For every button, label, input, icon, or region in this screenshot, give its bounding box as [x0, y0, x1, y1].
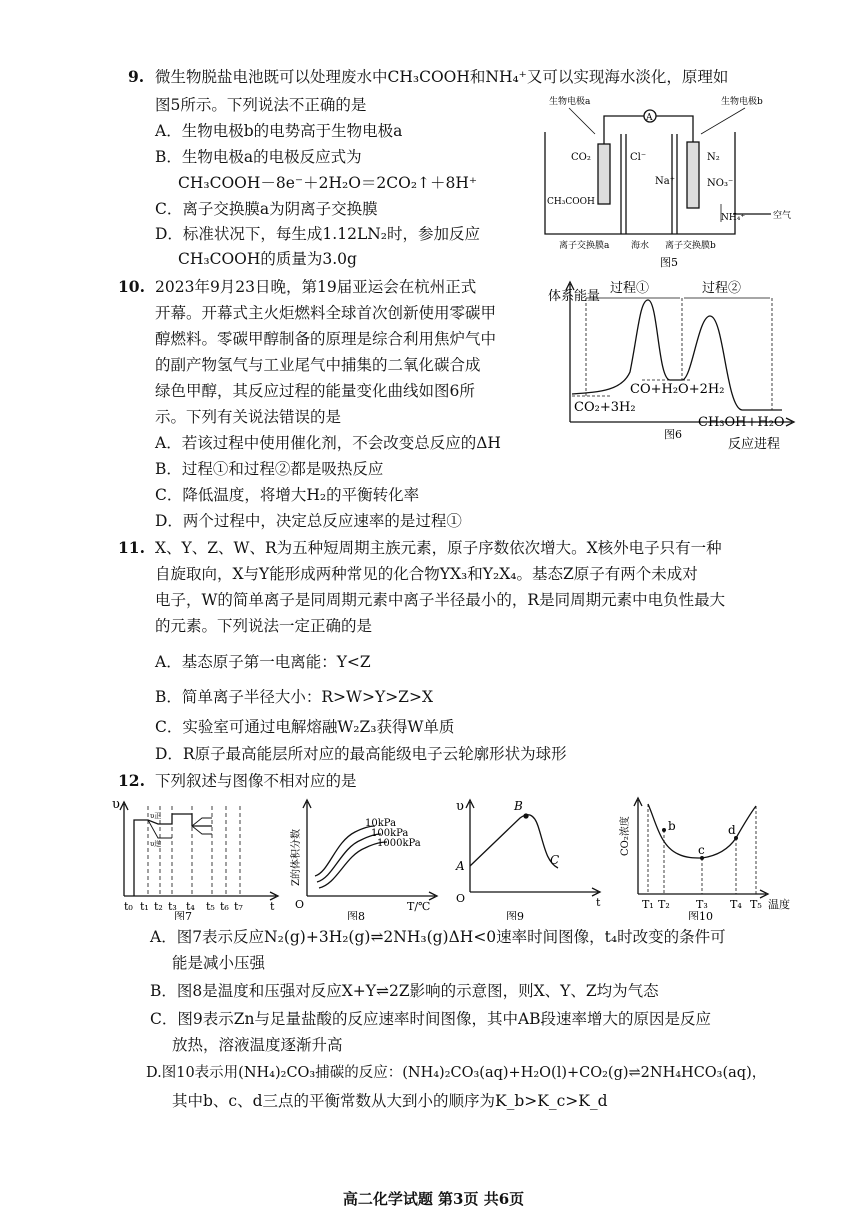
figure-8: [285, 796, 450, 920]
fig7-tick-t3: t₃: [168, 900, 177, 913]
figure-7-caption: 图7: [174, 910, 192, 920]
q11-option-d: D．R原子最高能层所对应的最高能级电子云轮廓形状为球形: [155, 745, 567, 763]
co2-label: CO₂: [571, 152, 591, 163]
q11-number: 11.: [118, 538, 145, 557]
fig7-tick-t0: t₀: [124, 900, 133, 913]
q12-stem: 下列叙述与图像不相对应的是: [155, 772, 357, 790]
membrane-b-label: 离子交换膜b: [665, 241, 716, 251]
q9-number: 9.: [128, 67, 145, 86]
fig6-ylabel: [548, 288, 600, 304]
q9-option-d: D．标准状况下，每生成1.12LN₂时，参加反应: [155, 225, 481, 243]
fig7-tick-t7: t₇: [234, 900, 243, 913]
fig7-tick-t4: t₄: [186, 900, 195, 913]
q10-line-2: 开幕。开幕式主火炬燃料全球首次创新使用零碳甲: [155, 304, 497, 322]
q12-option-c-cont: 放热，溶液温度逐渐升高: [172, 1036, 343, 1054]
fig7-ylabel: υ: [112, 797, 120, 812]
nh4-label: NH₄⁺: [721, 213, 746, 223]
figure-10-caption: 图10: [688, 910, 713, 920]
q11-option-b: B．简单离子半径大小：R>W>Y>Z>X: [155, 688, 433, 706]
q11-line-3: 电子，W的简单离子是同周期元素中离子半径最小的，R是同周期元素中电负性最大: [155, 591, 726, 609]
q11-line-1: X、Y、Z、W、R为五种短周期主族元素，原子序数依次增大。X核外电子只有一种: [155, 539, 722, 557]
q11-line-4: 的元素。下列说法一定正确的是: [155, 617, 373, 635]
q12-option-a-cont: 能是减小压强: [172, 954, 266, 972]
fig10-point-b: b: [668, 819, 676, 833]
na-label: Na⁺: [655, 176, 675, 187]
cl-label: Cl⁻: [630, 152, 647, 163]
ammeter-label: A: [646, 113, 653, 123]
fig10-point-d: d: [728, 823, 736, 837]
figure-6: [542, 272, 800, 477]
q9-stem-line1: 微生物脱盐电池既可以处理废水中CH₃COOH和NH₄⁺又可以实现海水淡化，原理如: [155, 68, 729, 86]
q10-option-a: A．若该过程中使用催化剂，不会改变总反应的ΔH: [155, 434, 501, 452]
q10-option-d: D．两个过程中，决定总反应速率的是过程①: [155, 512, 462, 530]
fig10-xlabel: 温度: [768, 898, 790, 911]
q10-line-5: 绿色甲醇，其反应过程的能量变化曲线如图6所: [155, 382, 475, 400]
fig7-tick-t5: t₅: [206, 900, 215, 913]
figure-5-caption: 图5: [660, 256, 678, 269]
fig8-ylabel: Z的体积分数: [291, 829, 302, 886]
figure-5: [535, 94, 800, 272]
q10-line-1: 2023年9月23日晚，第19届亚运会在杭州正式: [155, 278, 477, 296]
q9-option-c: C．离子交换膜a为阴离子交换膜: [155, 200, 378, 218]
fig10-tick-t5: T₅: [750, 898, 762, 911]
fig10-point-c: c: [698, 843, 705, 857]
fig9-point-a: A: [456, 859, 465, 873]
air-label: 空气: [773, 211, 792, 221]
fig10-tick-t1: T₁: [642, 898, 654, 911]
fig6-process-2: 过程②: [702, 281, 742, 296]
ch3cooh-label: CH₃COOH: [547, 197, 595, 207]
membrane-a-label: 离子交换膜a: [559, 241, 610, 251]
q10-option-c: C．降低温度，将增大H₂的平衡转化率: [155, 486, 420, 504]
fig9-point-c: C: [550, 853, 560, 867]
fig7-v-reverse: υ逆: [150, 840, 162, 848]
fig10-tick-t3: T₃: [696, 898, 708, 911]
fig8-series-10kpa: 10kPa: [365, 818, 397, 829]
fig7-tick-t: t: [270, 900, 275, 913]
figure-10: [612, 796, 800, 920]
electrode-a-label: 生物电极a: [549, 97, 591, 107]
no3-label: NO₃⁻: [707, 178, 734, 189]
q9-option-a: A．生物电极b的电势高于生物电极a: [155, 122, 403, 140]
page-footer: 高二化学试题 第3页 共6页: [342, 1190, 525, 1208]
q12-option-d: D.图10表示用(NH₄)₂CO₃捕碳的反应：(NH₄)₂CO₃(aq)+H₂O(l)+CO₂(g)⇌2NH₄HCO₃(aq)，: [146, 1065, 767, 1081]
fig9-ylabel: υ: [456, 799, 464, 814]
fig10-point-b-marker: [662, 828, 666, 832]
fig7-tick-t1: t₁: [140, 900, 149, 913]
q9-option-d-cont: CH₃COOH的质量为3.0g: [178, 250, 357, 268]
fig10-tick-t4: T₄: [730, 898, 742, 911]
q10-line-4: 的副产物氢气与工业尾气中捕集的二氧化碳合成: [155, 356, 481, 374]
fig8-series-1000kpa: 1000kPa: [377, 838, 421, 849]
q9-stem-line2: 图5所示。下列说法不正确的是: [155, 96, 367, 114]
figure-8-caption: 图8: [347, 910, 365, 920]
figure-6-caption: 图6: [664, 428, 682, 441]
n2-label: N₂: [707, 152, 720, 163]
fig6-mid-label: CO+H₂O+2H₂: [630, 382, 725, 397]
fig8-series-100kpa: 100kPa: [371, 828, 409, 839]
q10-number: 10.: [118, 277, 145, 296]
q11-line-2: 自旋取向，X与Y能形成两种常见的化合物YX₃和Y₂X₄。基态Z原子有两个未成对: [155, 565, 698, 583]
fig7-tick-t6: t₆: [220, 900, 229, 913]
q12-option-a: A．图7表示反应N₂(g)+3H₂(g)⇌2NH₃(g)ΔH<0速率时间图像，t₄时改变的条件可: [150, 928, 726, 946]
fig10-ylabel: CO₂浓度: [620, 816, 631, 856]
fig6-xlabel: 反应进程: [728, 437, 781, 452]
q9-option-b-formula: CH₃COOH－8e⁻＋2H₂O＝2CO₂↑＋8H⁺: [178, 174, 478, 192]
q10-option-b: B．过程①和过程②都是吸热反应: [155, 460, 384, 478]
figure-9: [450, 796, 610, 920]
q12-option-b: B．图8是温度和压强对反应X+Y⇌2Z影响的示意图，则X、Y、Z均为气态: [150, 982, 659, 1000]
fig6-start-label: CO₂+3H₂: [574, 400, 636, 415]
fig8-xlabel: T/℃: [407, 900, 431, 913]
fig7-tick-t2: t₂: [154, 900, 163, 913]
q9-option-b: B．生物电极a的电极反应式为: [155, 148, 362, 166]
q10-line-3: 醇燃料。零碳甲醇制备的原理是综合利用焦炉气中: [155, 330, 497, 348]
q10-line-6: 示。下列有关说法错误的是: [155, 408, 342, 426]
q12-option-d-cont: 其中b、c、d三点的平衡常数从大到小的顺序为K_b>K_c>K_d: [172, 1092, 608, 1110]
q12-option-c: C．图9表示Zn与足量盐酸的反应速率时间图像，其中AB段速率增大的原因是反应: [150, 1010, 712, 1028]
fig8-origin: O: [295, 898, 305, 911]
fig6-ylabel-text: 体系能量: [548, 289, 601, 304]
fig9-origin: O: [456, 892, 466, 905]
q11-option-a: A．基态原子第一电离能：Y<Z: [155, 653, 371, 671]
fig9-point-b: B: [514, 799, 523, 813]
fig9-xlabel: t: [596, 896, 601, 909]
seawater-label: 海水: [631, 241, 650, 251]
figure-7: [112, 796, 287, 920]
figure-9-caption: 图9: [506, 910, 524, 920]
electrode-b-label: 生物电极b: [721, 97, 763, 107]
fig6-process-1: 过程①: [610, 281, 650, 296]
q12-number: 12.: [118, 771, 145, 790]
q11-option-c: C．实验室可通过电解熔融W₂Z₃获得W单质: [155, 718, 455, 736]
fig6-end-label: CH₃OH+H₂O: [698, 415, 785, 430]
fig7-v-forward: υ正: [150, 812, 162, 820]
fig10-tick-t2: T₂: [658, 898, 670, 911]
